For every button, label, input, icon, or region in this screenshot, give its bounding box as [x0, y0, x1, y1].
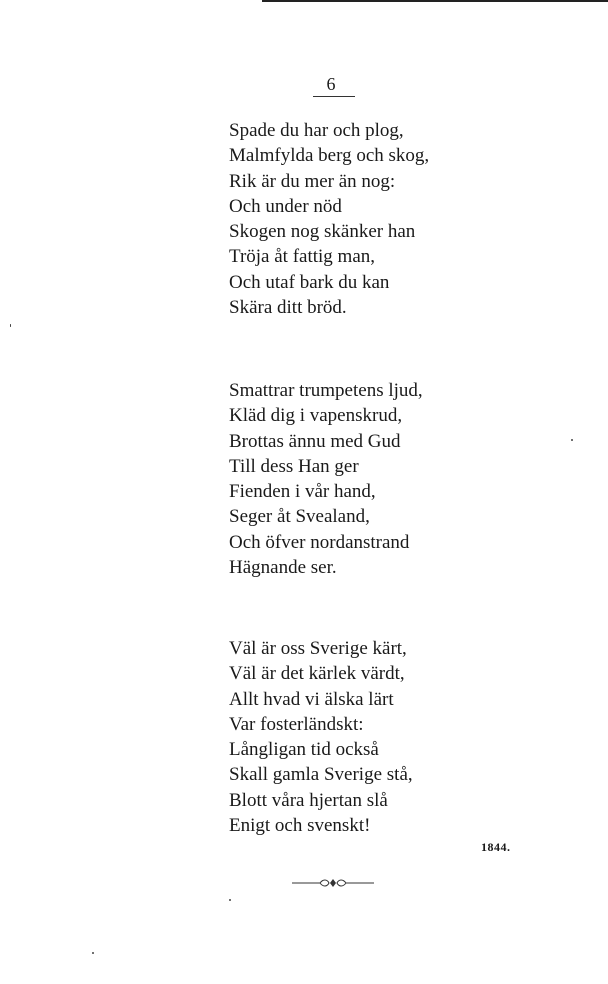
verse-line: Kläd dig i vapenskrud, — [229, 405, 403, 427]
verse-line: Långligan tid också — [229, 739, 379, 761]
verse-line: Väl är oss Sverige kärt, — [229, 638, 407, 659]
verse-line: Rik är du mer än nog: — [229, 170, 396, 192]
page-number: 6 — [326, 74, 336, 94]
verse-line: Smattrar trumpetens ljud, — [229, 380, 423, 401]
verse-line: Brottas ännu med Gud — [229, 430, 401, 452]
top-edge-rule — [262, 0, 608, 2]
verse-line: Skall gamla Sverige stå, — [229, 764, 413, 786]
stanza-3 — [229, 636, 413, 838]
paper-speck — [10, 324, 11, 327]
verse-line: Blott våra hjertan slå — [229, 789, 388, 811]
verse-line: Var fosterländskt: — [229, 713, 364, 735]
verse-line: Spade du har och plog, — [229, 120, 404, 141]
verse-line: Skära ditt bröd. — [229, 297, 347, 319]
verse-line: Hägnande ser. — [229, 557, 337, 579]
stanza-1 — [229, 118, 429, 320]
verse-line: Väl är det kärlek värdt, — [229, 663, 405, 685]
date-signature: 1844. — [481, 840, 511, 854]
paper-speck — [229, 899, 231, 901]
verse-line: Till dess Han ger — [229, 455, 359, 477]
verse-line: Malmfylda berg och skog, — [229, 145, 430, 167]
verse-line: Fienden i vår hand, — [229, 481, 376, 503]
end-ornament-icon — [292, 877, 374, 889]
paper-speck — [92, 952, 94, 954]
verse-line: Allt hvad vi älska lärt — [229, 688, 394, 710]
verse-line: Enigt och svenskt! — [229, 815, 371, 837]
verse-line: Och utaf bark du kan — [229, 271, 390, 293]
verse-line: Skogen nog skänker han — [229, 221, 416, 243]
paper-speck — [571, 439, 573, 441]
page-number-underline — [313, 96, 355, 97]
stanza-2 — [229, 378, 423, 580]
verse-line: Tröja åt fattig man, — [229, 246, 375, 268]
verse-line: Seger åt Svealand, — [229, 506, 370, 528]
verse-line: Och öfver nordanstrand — [229, 531, 410, 553]
verse-line: Och under nöd — [229, 195, 342, 217]
